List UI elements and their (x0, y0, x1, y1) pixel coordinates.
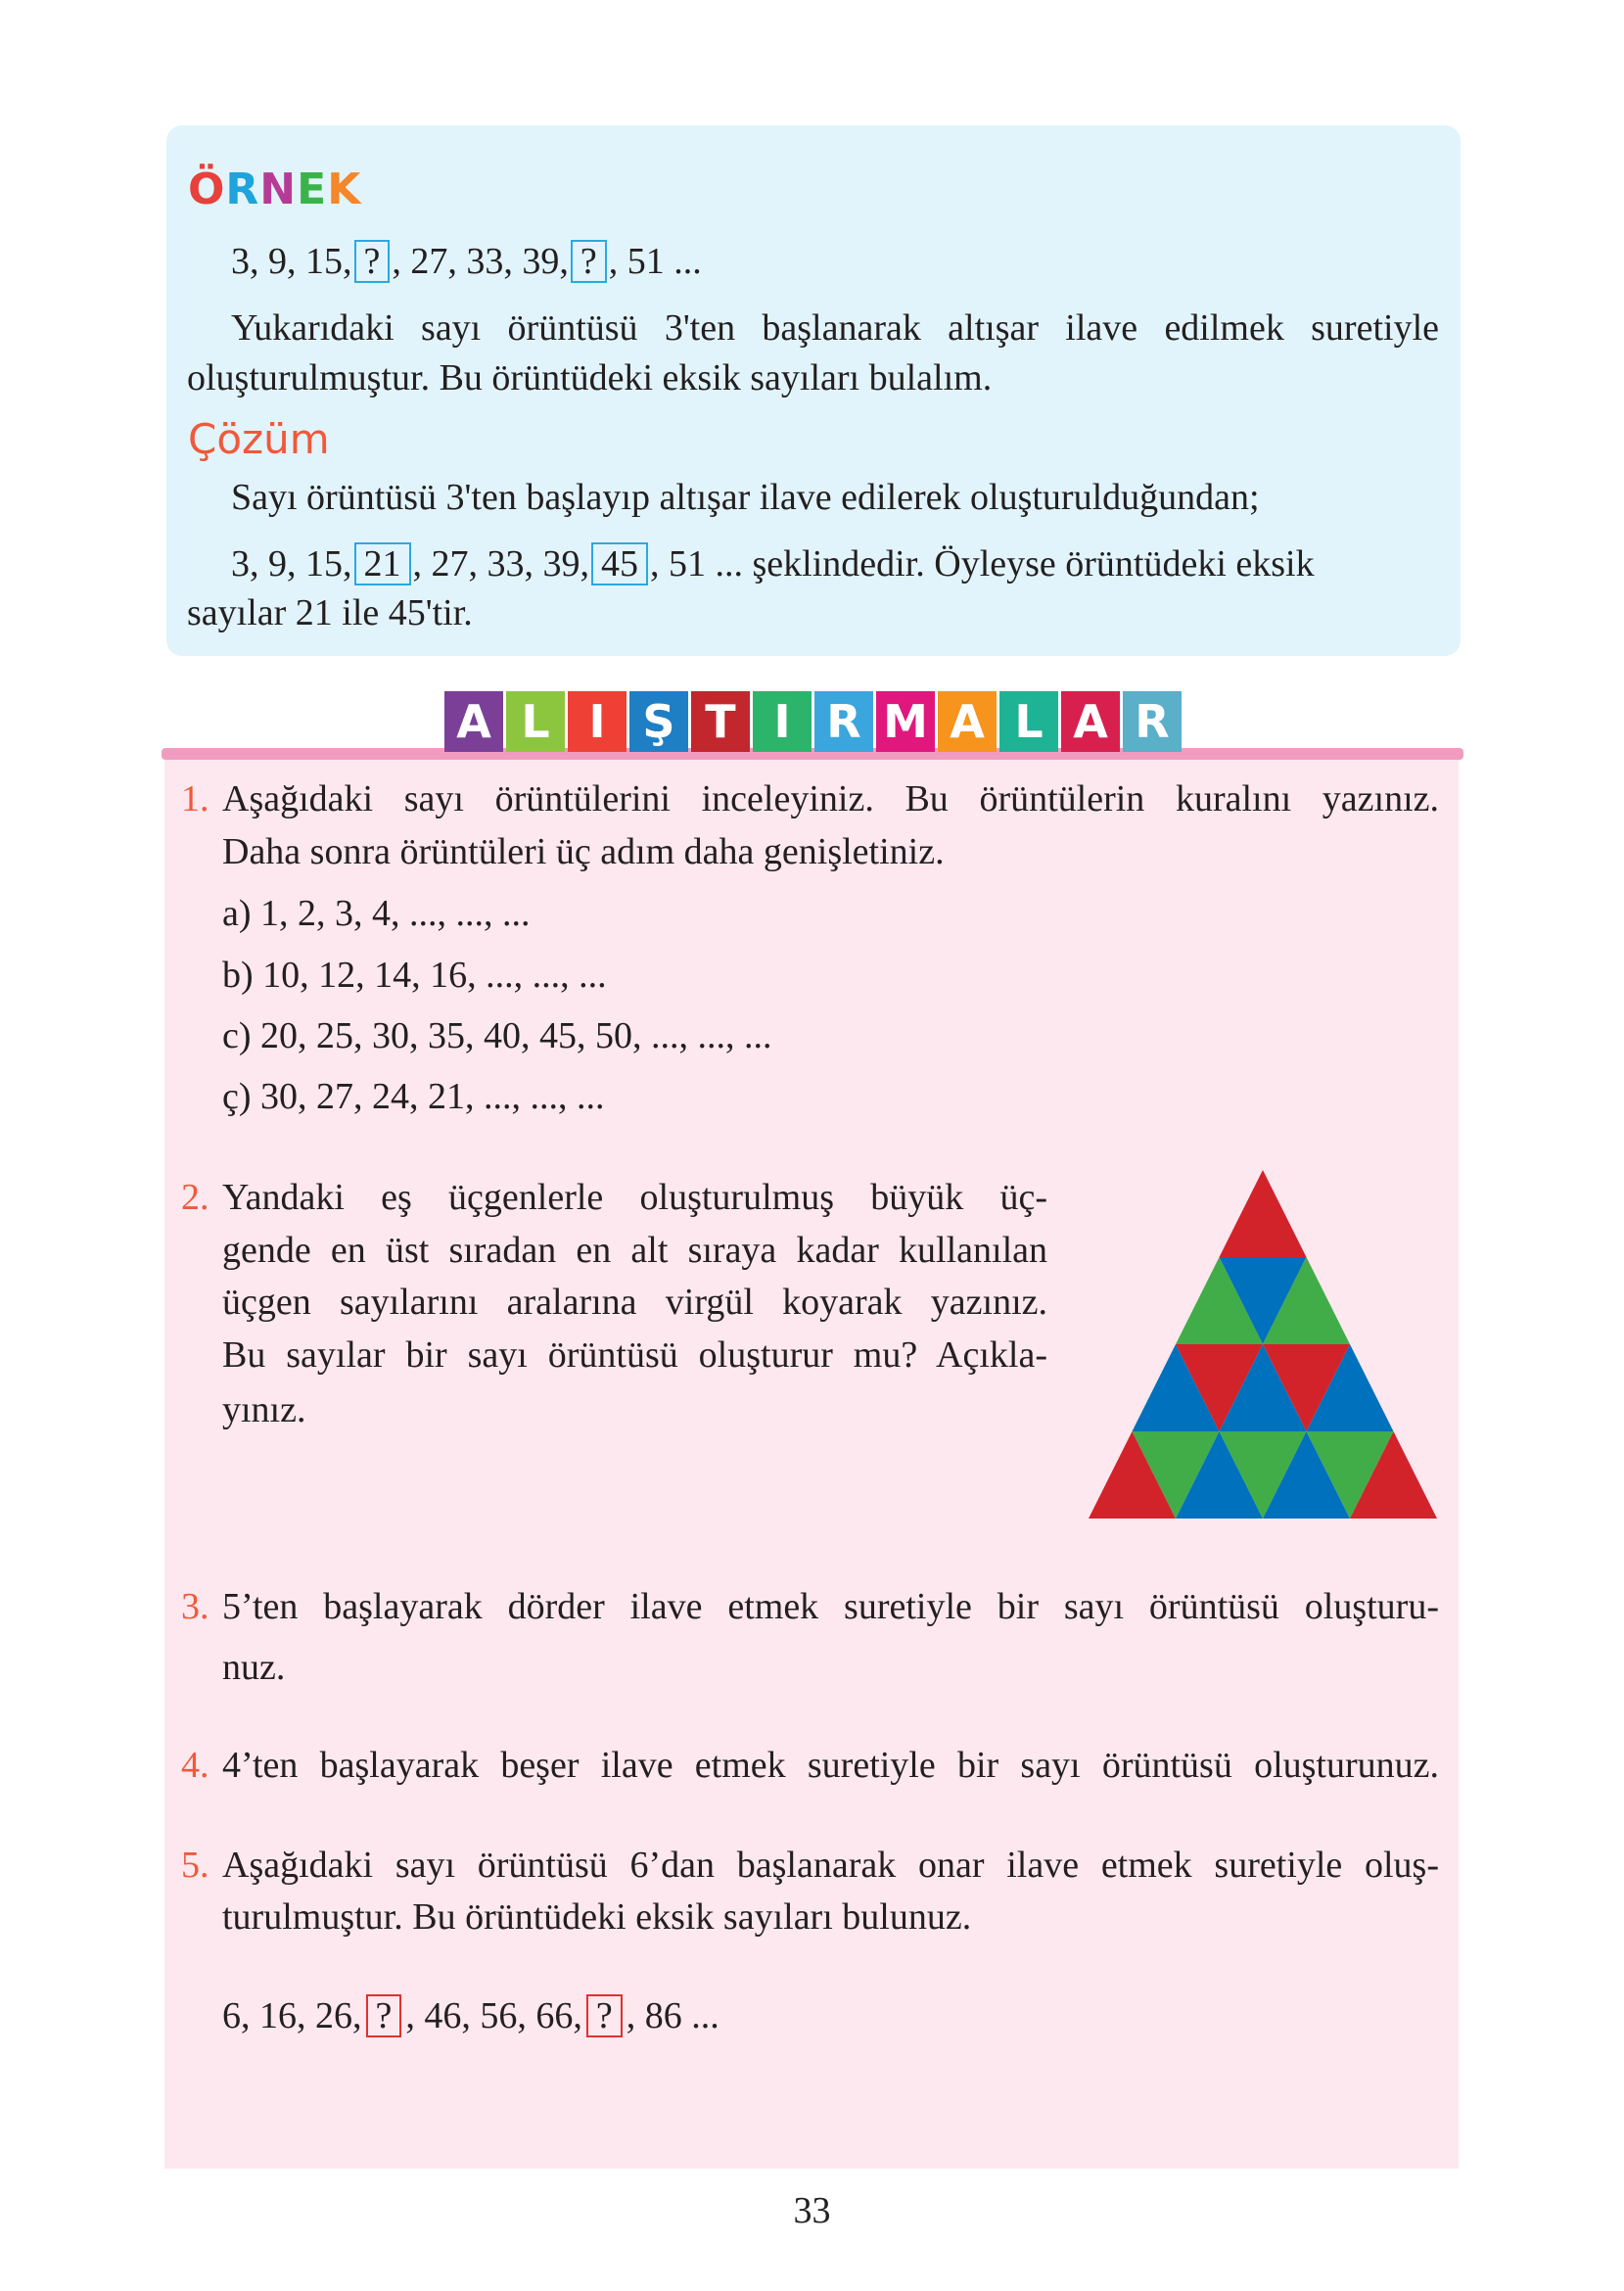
question-text: turulmuştur. Bu örüntüdeki eksik sayıları bulunuz. (222, 1896, 972, 1938)
seq-text: , 86 ... (626, 1995, 719, 2036)
title-letter: N (259, 164, 298, 214)
banner-tile: I (753, 691, 812, 752)
question-number: 5. (181, 1845, 209, 1886)
missing-box: ? (354, 240, 391, 283)
triangle-figure (1077, 1155, 1449, 1527)
page-number: 33 (793, 2190, 831, 2231)
question-text: Aşağıdaki sayı örüntüsü 6’dan başlanarak onar ilave etmek suretiyle oluş- (222, 1845, 1439, 1886)
seq-text: , 27, 33, 39, (392, 241, 569, 282)
seq-text: , 27, 33, 39, (412, 543, 589, 584)
example-sequence (231, 237, 702, 286)
example-paragraph-line: oluşturulmuştur. Bu örüntüdeki eksik sayıları bulalım. (187, 357, 993, 398)
seq-text: , 51 ... (608, 241, 702, 282)
q1-item: ç) 30, 27, 24, 21, ..., ..., ... (222, 1076, 605, 1117)
question-number: 4. (181, 1745, 209, 1786)
solution-title: Çözüm (188, 415, 330, 463)
q1-item: c) 20, 25, 30, 35, 40, 45, 50, ..., ..., ... (222, 1015, 772, 1056)
seq-text: 3, 9, 15, (231, 241, 352, 282)
question-number: 3. (181, 1586, 209, 1627)
example-paragraph-line: Yukarıdaki sayı örüntüsü 3'ten başlanarak altışar ilave edilmek suretiyle (231, 307, 1439, 349)
banner-tile: L (506, 691, 565, 752)
question-text: nuz. (222, 1647, 286, 1688)
solution-line: sayılar 21 ile 45'tir. (187, 592, 473, 633)
question-text: 5’ten başlayarak dörder ilave etmek suretiyle bir sayı örüntüsü oluşturu- (222, 1586, 1439, 1627)
banner-tile: M (876, 691, 935, 752)
solution-line: Sayı örüntüsü 3'ten başlayıp altışar ilave edilerek oluşturulduğundan; (231, 477, 1260, 518)
seq-text: , 51 ... şeklindedir. Öyleyse örüntüdeki eksik (650, 543, 1315, 584)
question-text: Yandaki eş üçgenlerle oluşturulmuş büyük üç- (222, 1177, 1047, 1218)
answer-box: 21 (354, 542, 411, 585)
question-text: Daha sonra örüntüleri üç adım daha genişletiniz. (222, 831, 945, 872)
banner-tile: A (444, 691, 503, 752)
small-triangle (1220, 1170, 1307, 1257)
banner-tile: R (814, 691, 873, 752)
question-text: yınız. (222, 1389, 306, 1430)
exercises-banner (444, 691, 1182, 752)
answer-box: 45 (591, 542, 648, 585)
banner-tile: T (691, 691, 750, 752)
title-letter: K (327, 164, 362, 214)
question-number: 2. (181, 1177, 209, 1218)
question-text: üçgen sayılarını aralarına virgül koyarak yazınız. (222, 1282, 1047, 1323)
solution-sequence (231, 539, 1315, 588)
question-text: gende en üst sıradan en alt sıraya kadar kullanılan (222, 1230, 1047, 1271)
seq-text: 3, 9, 15, (231, 543, 352, 584)
missing-box: ? (586, 1994, 623, 2037)
title-letter: E (297, 164, 328, 214)
seq-text: 6, 16, 26, (222, 1995, 362, 2036)
missing-box: ? (571, 240, 607, 283)
banner-tile: A (938, 691, 997, 752)
q1-item: b) 10, 12, 14, 16, ..., ..., ... (222, 955, 607, 996)
q5-sequence (222, 1991, 719, 2040)
banner-tile: L (999, 691, 1058, 752)
example-title (188, 164, 361, 214)
question-number: 1. (181, 778, 209, 819)
title-letter: Ö (188, 164, 226, 214)
banner-tile: I (568, 691, 626, 752)
title-letter: R (225, 164, 260, 214)
banner-tile: A (1061, 691, 1120, 752)
question-text: Aşağıdaki sayı örüntülerini inceleyiniz. Bu örüntülerin kuralını yazınız. (222, 778, 1439, 819)
banner-tile: Ş (629, 691, 688, 752)
banner-tile: R (1123, 691, 1182, 752)
q1-item: a) 1, 2, 3, 4, ..., ..., ... (222, 893, 531, 934)
question-text: 4’ten başlayarak beşer ilave etmek suretiyle bir sayı örüntüsü oluşturunuz. (222, 1745, 1439, 1786)
seq-text: , 46, 56, 66, (405, 1995, 582, 2036)
missing-box: ? (366, 1994, 402, 2037)
question-text: Bu sayılar bir sayı örüntüsü oluşturur mu? Açıkla- (222, 1334, 1047, 1376)
